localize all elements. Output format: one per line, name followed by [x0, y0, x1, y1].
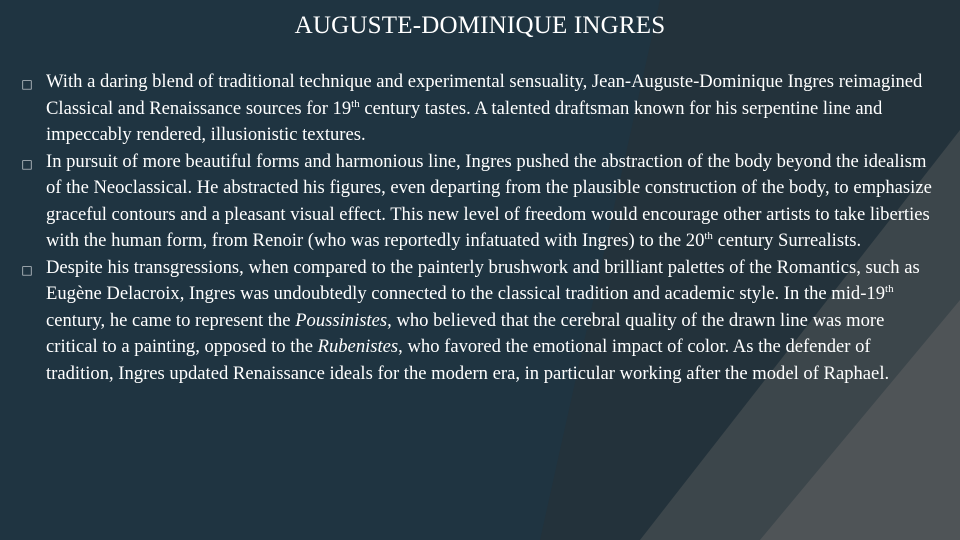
superscript: th	[704, 230, 713, 242]
text-span: With a daring blend of traditional technique and experimental sensuality, Jean-Auguste-Dominique Ingres reimagined Classical and Renaissance sources for 19	[46, 71, 923, 119]
square-bullet-icon: □	[21, 262, 33, 277]
superscript: th	[351, 97, 360, 110]
text-span: century Surrealists.	[712, 230, 862, 251]
bullet-item	[8, 255, 938, 388]
slide-title: AUGUSTE-DOMINIQUE INGRES	[294, 12, 666, 39]
bullet-list	[8, 69, 938, 387]
text-span: , who favored the emotional impact of color. As the defender of tradition, Ingres updated Renaissance ideals for the modern era, in particular working after the model of Raphael.	[46, 336, 890, 384]
text-span: century tastes. A talented draftsman known for his serpentine line and impeccably rendered, illusionistic textures.	[46, 97, 883, 145]
square-bullet-icon: □	[21, 156, 33, 171]
bullet-item	[8, 69, 938, 149]
text-span: , who believed that the cerebral quality of the drawn line was more critical to a painting, opposed to the	[46, 309, 885, 357]
bullet-item	[8, 149, 938, 255]
square-bullet-icon: □	[21, 77, 33, 91]
superscript: th	[885, 283, 894, 295]
bullet-text	[46, 255, 938, 388]
italic-term: Poussinistes	[295, 309, 388, 331]
bullet-text	[46, 69, 938, 149]
text-span: Despite his transgressions, when compared to the painterly brushwork and brilliant palettes of the Romantics, such as Eugène Delacroix, Ingres was undoubtedly connected to the classical tradition and academic style. In the mid-19	[46, 256, 920, 304]
bullet-text	[46, 149, 938, 255]
italic-term: Rubenistes	[317, 336, 399, 357]
text-span: century, he came to represent the	[46, 309, 296, 331]
text-span: In pursuit of more beautiful forms and harmonious line, Ingres pushed the abstraction of the body beyond the idealism of the Neoclassical. He abstracted his figures, even departing from the plausible construction of the body, to emphasize graceful contours and a pleasant visual effect. This new level of freedom would encourage other artists to take liberties with the human form, from Renoir (who was reportedly infatuated with Ingres) to the 20	[46, 150, 932, 251]
